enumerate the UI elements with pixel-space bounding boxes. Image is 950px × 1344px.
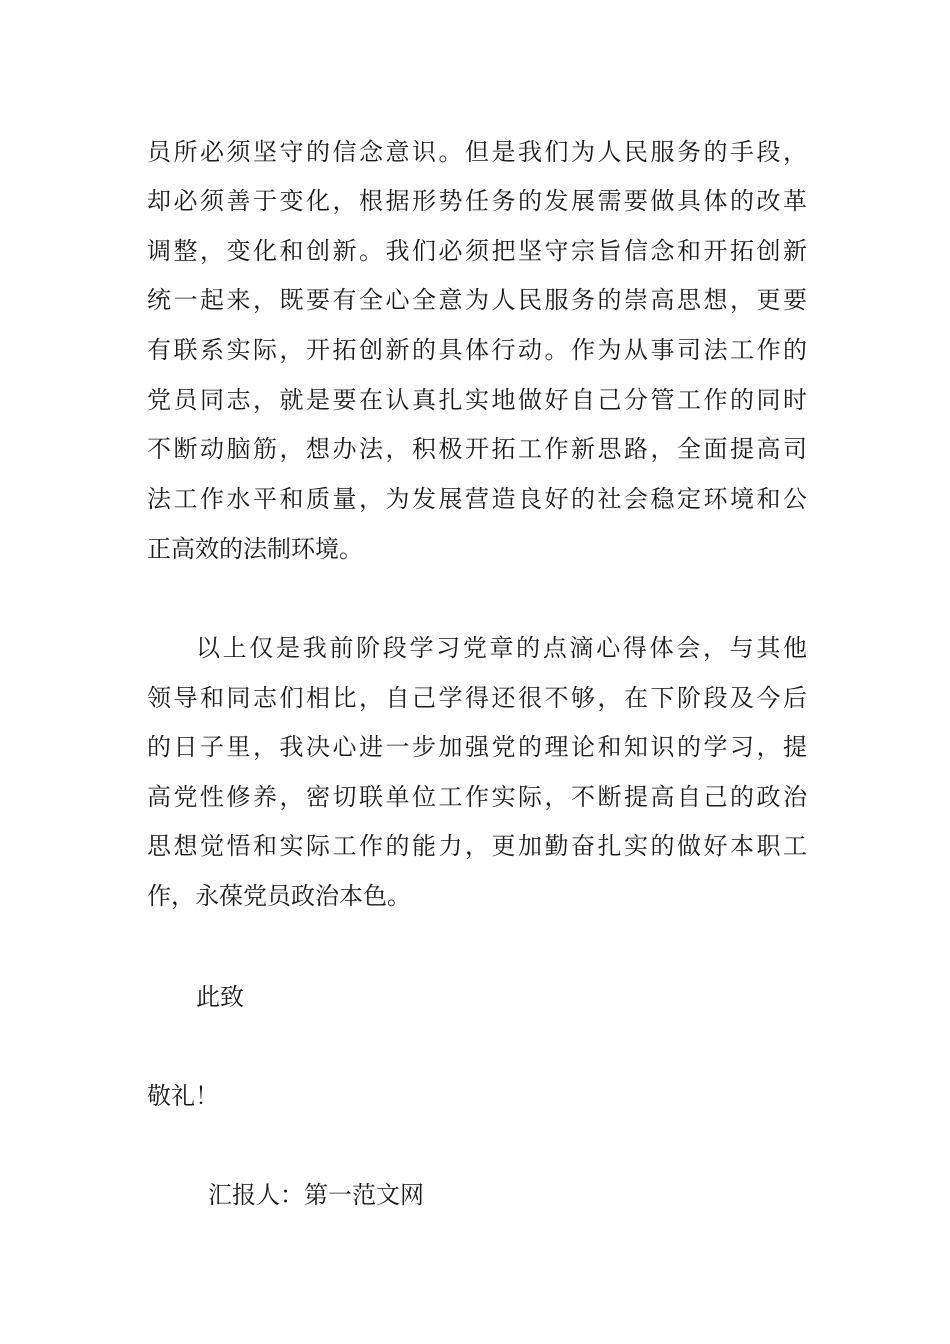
paragraph-1-line-8: 法工作水平和质量，为发展营造良好的社会稳定环境和公 [147,485,807,513]
paragraph-1-line-9: 正高效的法制环境。 [147,535,363,563]
paragraph-1-line-5: 有联系实际，开拓创新的具体行动。作为从事司法工作的 [147,336,807,364]
paragraph-1-line-1: 员所必须坚守的信念意识。但是我们为人民服务的手段， [147,138,807,166]
signature: 汇报人：第一范文网 [208,1181,424,1209]
salutation: 此致 [196,983,244,1011]
regards: 敬礼！ [147,1082,219,1110]
paragraph-2-line-1: 以上仅是我前阶段学习党章的点滴心得体会，与其他 [196,634,807,662]
paragraph-1-line-6: 党员同志，就是要在认真扎实地做好自己分管工作的同时 [147,386,807,414]
paragraph-1-line-2: 却必须善于变化，根据形势任务的发展需要做具体的改革 [147,187,807,215]
paragraph-1-line-7: 不断动脑筋，想办法，积极开拓工作新思路，全面提高司 [147,435,807,463]
paragraph-2-line-4: 高党性修养，密切联单位工作实际，不断提高自己的政治 [147,783,807,811]
paragraph-1-line-4: 统一起来，既要有全心全意为人民服务的崇高思想，更要 [147,286,807,314]
paragraph-1-line-3: 调整，变化和创新。我们必须把坚守宗旨信念和开拓创新 [147,237,807,265]
paragraph-2-line-5: 思想觉悟和实际工作的能力，更加勤奋扎实的做好本职工 [147,832,807,860]
paragraph-2-line-2: 领导和同志们相比，自己学得还很不够，在下阶段及今后 [147,684,807,712]
paragraph-2-line-6: 作，永葆党员政治本色。 [147,882,411,910]
paragraph-2-line-3: 的日子里，我决心进一步加强党的理论和知识的学习，提 [147,733,807,761]
